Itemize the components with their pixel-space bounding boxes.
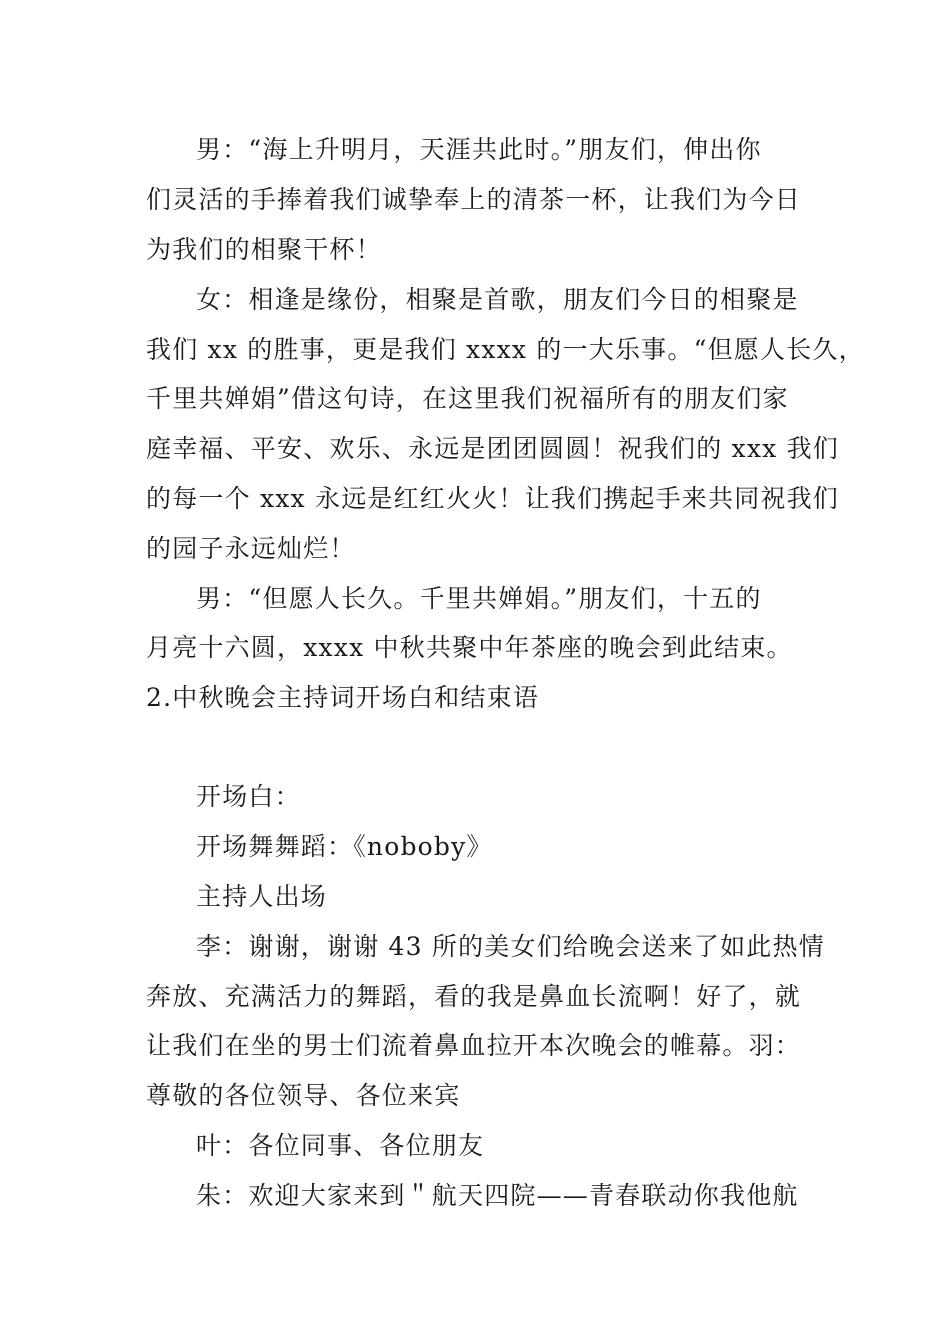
- paragraph-line: 的每一个 xxx 永远是红红火火！让我们携起手来共同祝我们: [146, 484, 839, 513]
- paragraph-line: 让我们在坐的男士们流着鼻血拉开本次晚会的帷幕。羽：: [146, 1031, 802, 1060]
- paragraph-line: 们灵活的手捧着我们诚挚奉上的清茶一杯，让我们为今日: [146, 185, 802, 214]
- paragraph-line: 千里共婵娟”借这句诗，在这里我们祝福所有的朋友们家: [146, 384, 789, 413]
- paragraph-line: 尊敬的各位领导、各位来宾: [146, 1081, 461, 1110]
- paragraph-line: 朱：欢迎大家来到＂航天四院——青春联动你我他航: [196, 1181, 799, 1210]
- paragraph-line: 男：“但愿人长久。千里共婵娟。”朋友们，十五的: [196, 584, 762, 613]
- paragraph-line: 的园子永远灿烂！: [146, 534, 356, 563]
- paragraph-line: 奔放、充满活力的舞蹈，看的我是鼻血长流啊！好了，就: [146, 982, 802, 1011]
- paragraph-line: 女：相逢是缘份，相聚是首歌，朋友们今日的相聚是: [196, 285, 799, 314]
- paragraph-line: 男：“海上升明月，天涯共此时。”朋友们，伸出你: [196, 135, 762, 164]
- section-heading: 2.中秋晚会主持词开场白和结束语: [146, 683, 540, 712]
- paragraph-line: 我们 xx 的胜事，更是我们 xxxx 的一大乐事。“但愿人长久，: [146, 335, 865, 364]
- paragraph-line: 主持人出场: [196, 882, 328, 911]
- paragraph-line: 庭幸福、平安、欢乐、永远是团团圆圆！祝我们的 xxx 我们: [146, 434, 839, 463]
- paragraph-line: 叶：各位同事、各位朋友: [196, 1131, 485, 1160]
- paragraph-line: 开场舞舞蹈：《noboby》: [196, 832, 493, 861]
- paragraph-line: 月亮十六圆，xxxx 中秋共聚中年茶座的晚会到此结束。: [146, 633, 793, 662]
- paragraph-line: 为我们的相聚干杯！: [146, 235, 382, 264]
- paragraph-line: 开场白：: [196, 782, 301, 811]
- paragraph-line: 李：谢谢，谢谢 43 所的美女们给晚会送来了如此热情: [196, 932, 825, 961]
